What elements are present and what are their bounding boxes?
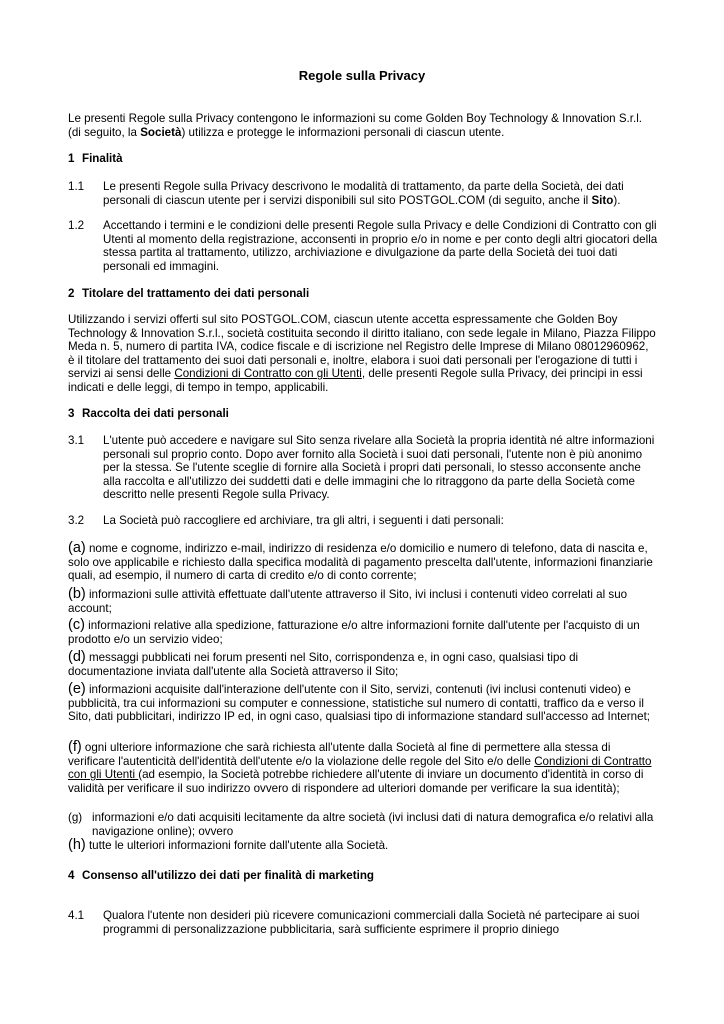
section-1-heading [68,152,658,166]
section-number: 1 [68,152,75,165]
list-marker: (f) [68,739,82,755]
contract-conditions-link[interactable]: Condizioni di Contratto con gli Utenti [174,367,362,381]
section-2-heading [68,287,658,301]
paragraph-3-2 [68,514,660,528]
list-marker: (d) [68,649,86,665]
paragraph-number: 1.2 [68,219,85,232]
list-marker: (h) [68,837,86,853]
paragraph-3-1 [68,434,660,502]
intro-text-end: ) utilizza e protegge le informazioni personali di ciascun utente. [181,125,505,139]
section-number: 3 [68,407,75,420]
intro-bold-term: Società [140,125,182,139]
contract-conditions-link[interactable]: Condizioni di Contratto con gli Utenti [68,754,652,782]
paragraph-1-1 [68,180,660,207]
list-item-e: (e) informazioni acquisite dall'interazione dell'utente con il Sito, servizi, contenuti (ivi inclusi contenuti video) e pubblicità, tra cui informazioni su computer e connessione, statistiche sul numero di contatti, traffico da e verso il Sito, dati pubblicitari, indirizzo IP ed, in ogni caso, qualsiasi tipo di informazione standard sull'accesso ad Internet; [68,681,651,724]
paragraph-text: L'utente può accedere e navigare sul Sito senza rivelare alla Società la propria identità né altre informazioni personali sul proprio conto. Dopo aver fornito alla Società i suoi dati personali, l'utente non è più anonimo per la stessa. Se l'utente sceglie di fornire alla Società i propri dati personali, lo stesso acconsente anche alla raccolta e all'utilizzo dei suddetti dati e delle immagini che lo ritraggono da parte della Società come descritto nelle presenti Regole sulla Privacy. [103,434,655,502]
section-title: Titolare del trattamento dei dati personali [82,287,310,300]
paragraph-number: 1.1 [68,180,85,193]
list-item-b: (b) informazioni sulle attività effettuate dall'utente attraverso il Sito, ivi inclusi i contenuti video correlati al suo account; [68,586,628,615]
list-item-c: (c) informazioni relative alla spedizione, fatturazione e/o altre informazioni fornite dall'utente per l'acquisto di un prodotto e/o un servizio video; [68,617,640,646]
paragraph-number: 3.1 [68,434,85,447]
section-title: Raccolta dei dati personali [82,407,229,420]
list-item-f: (f) ogni ulteriore informazione che sarà richiesta all'utente dalla Società al fine di permettere alla stessa di verificare l'autenticità dell'identità dell'utente e/o la violazione delle regole del Sito e/o delle Condizioni di Contratto con gli Utenti (ad esempio, la Società potrebbe richiedere all'utente di inviare un documento d'identità in corso di validità per verificare il suo indirizzo ovvero di rispondere ad ulteriori domande per verificare la sua identità); [68,739,652,795]
paragraph-number: 4.1 [68,909,85,922]
bold-term: Sito [591,193,614,207]
paragraph-1-2 [68,219,660,273]
paragraph-text: La Società può raccogliere ed archiviare, tra gli altri, i seguenti i dati personali: [103,514,504,527]
section-3-heading [68,407,658,421]
list-marker: (e) [68,681,86,697]
paragraph-text: Qualora l'utente non desideri più ricevere comunicazioni commerciali dalla Società né partecipare ai suoi programmi di personalizzazione pubblicitaria, sarà sufficiente esprimere il proprio diniego [103,909,640,936]
paragraph-text: Accettando i termini e le condizioni delle presenti Regole sulla Privacy e delle Condizioni di Contratto con gli Utenti al momento della registrazione, acconsenti in proprio e/o in nome e per conto degli altri giocatori della stessa partita al trattamento, utilizzo, archiviazione e divulgazione da parte della Società dei tuoi dati personali ed immagini. [103,219,658,273]
list-item-a: (a) nome e cognome, indirizzo e-mail, indirizzo di residenza e/o domicilio e numero di telefono, data di nascita e, solo ove applicabile e richiesto dalla specifica modalità di pagamento prescelta dall'utente, informazioni finanziarie quali, ad esempio, il numero di carta di credito e/o di conto corrente; [68,540,653,583]
list-item-d: (d) messaggi pubblicati nei forum presenti nel Sito, corrispondenza e, in ogni caso, qualsiasi tipo di documentazione inviata dall'utente alla Società attraverso il Sito; [68,649,579,678]
list-marker: (c) [68,617,85,633]
section-title: Consenso all'utilizzo dei dati per finalità di marketing [82,869,375,882]
section-4-heading [68,869,658,883]
paragraph-number: 3.2 [68,514,85,527]
list-item-h: (h) tutte le ulteriori informazioni fornite dall'utente alla Società. [68,837,389,853]
paragraph-4-1 [68,909,660,936]
list-marker: (b) [68,586,86,602]
document-title: Regole sulla Privacy [298,68,426,83]
section-title: Finalità [82,152,123,165]
section-number: 2 [68,287,75,300]
paragraph-2: Utilizzando i servizi offerti sul sito POSTGOL.COM, ciascun utente accetta espressamente che Golden Boy Technology & Innovation S.r.l., società costituita secondo il diritto italiano, con sede legale in Milano, Piazza Filippo Meda n. 5, numero di partita IVA, codice fiscale e di iscrizione nel Registro delle Imprese di Milano 08012960962, è il titolare del trattamento dei suoi dati personali e, inoltre, elabora i suoi dati personali per l'erogazione di tutti i servizi ai sensi delle Condizioni di Contratto con gli Utenti, delle presenti Regole sulla Privacy, dei principi in essi indicati e delle leggi, di tempo in tempo, applicabili. [68,313,656,394]
intro-paragraph [68,112,658,139]
list-marker: (a) [68,540,86,556]
list-marker: (g) [68,811,83,824]
section-number: 4 [68,869,75,882]
list-item-g: (g) informazioni e/o dati acquisiti lecitamente da altre società (ivi inclusi dati di natura demografica e/o relativi alla navigazione online); ovvero [68,811,654,838]
intro-text: Le presenti Regole sulla Privacy contengono le informazioni su come Golden Boy Technology & Innovation S.r.l. (di seguito, la [68,112,643,139]
paragraph-text: Le presenti Regole sulla Privacy descrivono le modalità di trattamento, da parte della Società, dei dati personali di ciascun utente per i servizi disponibili sul sito POSTGOL.COM (di seguito, anche il Sito). [103,180,624,207]
